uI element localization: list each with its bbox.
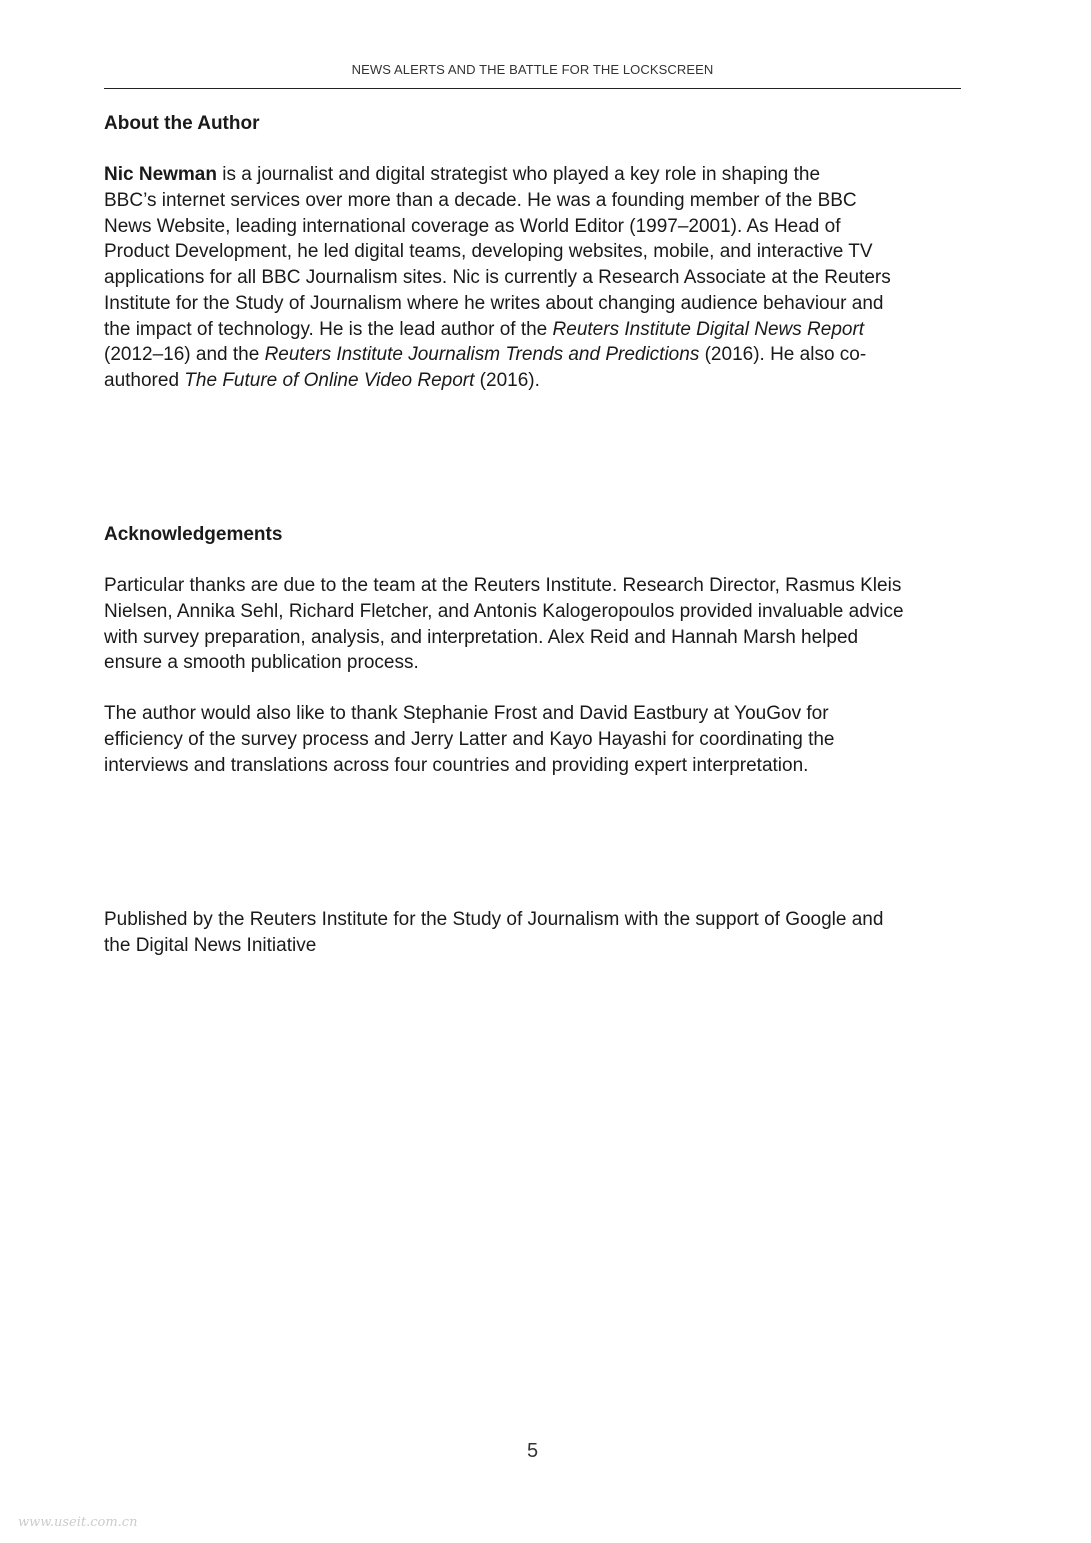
watermark: www.useit.com.cn (18, 1515, 138, 1530)
text-line (104, 727, 974, 753)
text-line (104, 625, 974, 651)
about-paragraph (104, 162, 974, 394)
about-heading: About the Author (104, 113, 260, 134)
publication-title: Reuters Institute Journalism Trends and Predictions (264, 344, 700, 366)
publication-title: The Future of Online Video Report (184, 370, 475, 391)
text-line (104, 162, 974, 188)
text-line (104, 701, 974, 727)
text-segment: Nielsen, Annika Sehl, Richard Fletcher, and Antonis Kalogeropoulos provided invaluable advice (104, 600, 904, 622)
text-line (104, 342, 974, 368)
text-segment: applications for all BBC Journalism sites. Nic is currently a Research Associate at the Reuters (104, 267, 891, 288)
text-segment: authored (104, 370, 185, 391)
header-divider (104, 88, 961, 89)
text-segment: BBC’s internet services over more than a decade. He was a founding member of the BBC (104, 189, 857, 211)
text-segment: The author would also like to thank Stephanie Frost and David Eastbury at YouGov for (104, 703, 829, 724)
author-name: Nic Newman (104, 164, 217, 185)
text-segment: the impact of technology. He is the lead author of the (104, 318, 553, 340)
text-line (104, 265, 974, 291)
text-segment: with survey preparation, analysis, and interpretation. Alex Reid and Hannah Marsh helped (104, 626, 859, 648)
publication-title: Reuters Institute Digital News Report (552, 318, 865, 340)
acknowledgements-paragraph-2 (104, 701, 974, 778)
text-segment: Published by the Reuters Institute for the Study of Journalism with the support of Google and (104, 909, 884, 930)
text-line (104, 753, 974, 779)
text-line (104, 239, 974, 265)
text-line (104, 214, 974, 240)
text-line (104, 650, 974, 676)
running-header: NEWS ALERTS AND THE BATTLE FOR THE LOCKSCREEN (351, 62, 714, 77)
text-segment: (2016). He also co- (699, 344, 867, 366)
text-segment: efficiency of the survey process and Jerry Latter and Kayo Hayashi for coordinating the (104, 728, 835, 750)
text-segment: (2016). (474, 370, 540, 391)
text-segment: News Website, leading international coverage as World Editor (1997–2001). As Head of (104, 215, 841, 237)
text-segment: (2012–16) and the (104, 344, 265, 366)
text-line (104, 368, 974, 394)
acknowledgements-paragraph-1 (104, 573, 974, 676)
text-segment: Particular thanks are due to the team at the Reuters Institute. Research Director, Rasmus Kleis (104, 575, 902, 596)
text-segment: the Digital News Initiative (104, 934, 317, 956)
text-line (104, 188, 974, 214)
text-segment: Product Development, he led digital teams, developing websites, mobile, and interactive TV (104, 241, 873, 263)
text-line (104, 933, 974, 959)
text-segment: interviews and translations across four countries and providing expert interpretation. (104, 754, 809, 776)
text-line (104, 573, 974, 599)
acknowledgements-heading: Acknowledgements (104, 524, 283, 545)
text-segment: Institute for the Study of Journalism where he writes about changing audience behaviour and (104, 292, 884, 314)
text-line (104, 317, 974, 343)
text-segment: is a journalist and digital strategist who played a key role in shaping the (216, 164, 821, 185)
text-segment: ensure a smooth publication process. (104, 652, 419, 674)
text-line (104, 599, 974, 625)
publisher-note (104, 907, 974, 959)
text-line (104, 291, 974, 317)
text-line (104, 907, 974, 933)
page-number: 5 (526, 1440, 539, 1462)
